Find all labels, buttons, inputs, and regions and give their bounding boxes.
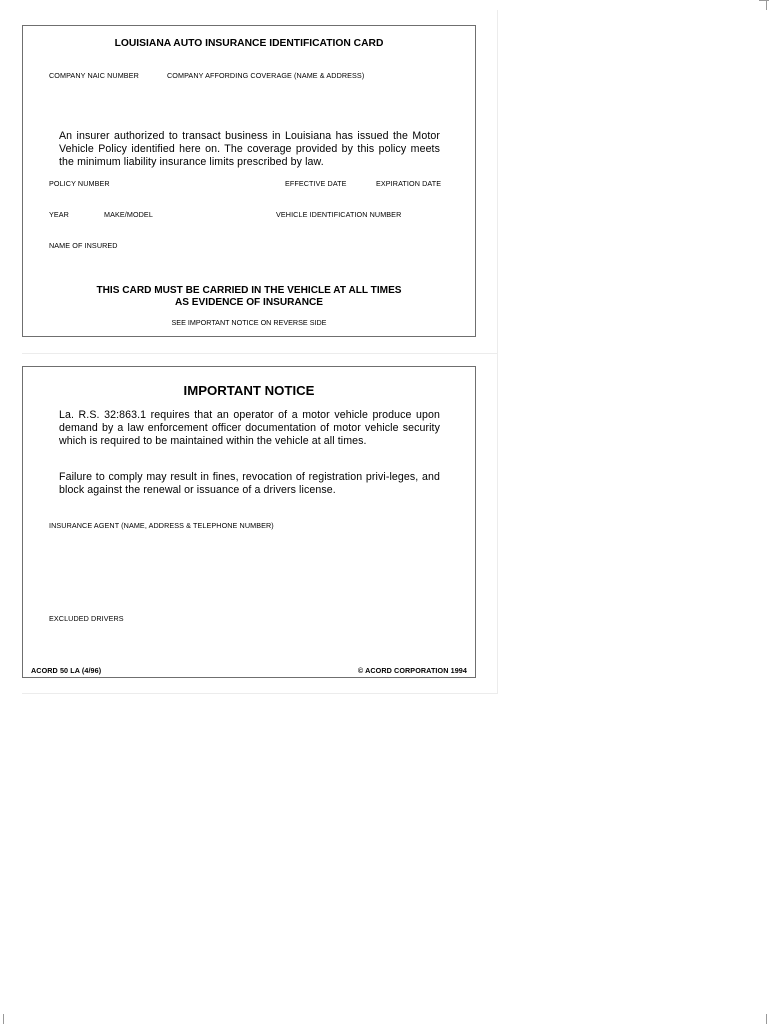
crop-mark-bottom-right [756,1014,767,1024]
expiration-date-label: EXPIRATION DATE [376,179,442,188]
policy-number-label: POLICY NUMBER [49,179,110,188]
company-coverage-label: COMPANY AFFORDING COVERAGE (NAME & ADDRESS) [167,71,365,80]
effective-date-label: EFFECTIVE DATE [285,179,347,188]
id-card-back [22,366,476,678]
carry-notice-line-2: AS EVIDENCE OF INSURANCE [174,297,324,308]
copyright-notice: © ACORD CORPORATION 1994 [357,666,467,675]
insured-name-label: NAME OF INSURED [49,241,118,250]
card-title: LOUISIANA AUTO INSURANCE IDENTIFICATION CARD [114,38,384,49]
excluded-drivers-label: EXCLUDED DRIVERS [49,614,124,623]
reverse-side-notice: SEE IMPORTANT NOTICE ON REVERSE SIDE [171,318,327,327]
carry-notice-line-1: THIS CARD MUST BE CARRIED IN THE VEHICLE AT ALL TIMES [96,285,402,296]
vin-label: VEHICLE IDENTIFICATION NUMBER [276,210,402,219]
notice-paragraph-2: Failure to comply may result in fines, revocation of registration privi-leges, and block against the renewal or issuance of a drivers license. [59,471,440,497]
notice-paragraph-1: La. R.S. 32:863.1 requires that an operator of a motor vehicle produce upon demand by a law enforcement officer documentation of motor vehicle security which is required to be maintained within the vehicle at all times. [59,409,440,448]
form-id: ACORD 50 LA (4/96) [31,666,102,675]
coverage-statement: An insurer authorized to transact business in Louisiana has issued the Motor Vehicle Policy identified here on. The coverage provided by this policy meets the minimum liability insurance limits prescribed by law. [59,130,440,169]
make-model-label: MAKE/MODEL [104,210,153,219]
crop-mark-bottom-left [3,1014,14,1024]
year-label: YEAR [49,210,69,219]
id-card-front [22,25,476,337]
insurance-agent-label: INSURANCE AGENT (NAME, ADDRESS & TELEPHONE NUMBER) [49,521,274,530]
company-naic-label: COMPANY NAIC NUMBER [49,71,139,80]
important-notice-title: IMPORTANT NOTICE [183,383,315,398]
crop-mark-top-right [756,0,767,10]
